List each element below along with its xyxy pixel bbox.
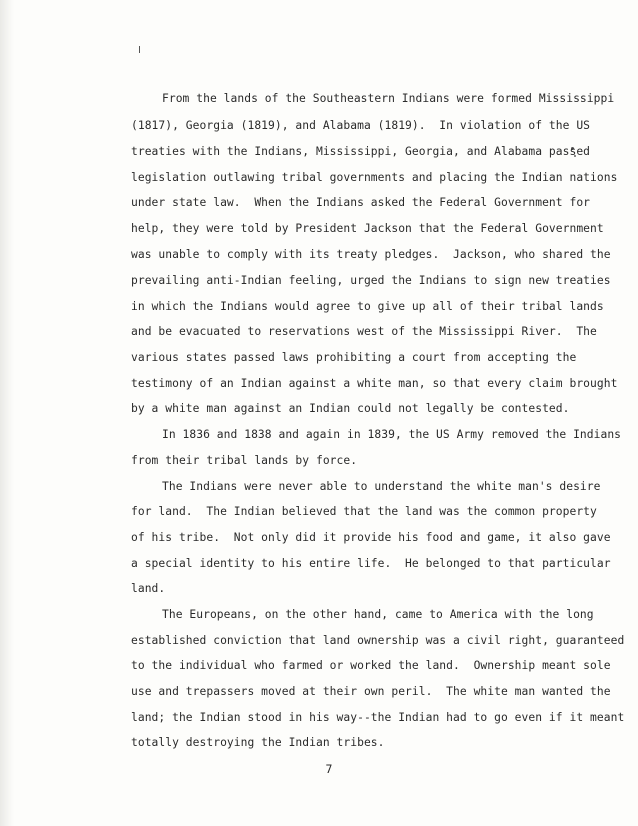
text-line: by a white man against an Indian could not legally be contested. [131, 402, 570, 415]
text-line: from their tribal lands by force. [131, 454, 358, 467]
page-number: 7 [325, 762, 333, 776]
text-line: and be evacuated to reservations west of the Mississippi River. The [131, 325, 597, 338]
text-line: From the lands of the Southeastern Indians were formed Mississippi [162, 92, 615, 105]
text-line: under state law. When the Indians asked the Federal Government for [131, 196, 591, 209]
text-line: (1817), Georgia (1819), and Alabama (1819). In violation of the US [131, 119, 591, 132]
text-line: of his tribe. Not only did it provide his food and game, it also gave [131, 531, 611, 544]
text-line: in which the Indians would agree to give up all of their tribal lands [131, 300, 604, 313]
text-line: testimony of an Indian against a white man, so that every claim brought [131, 377, 618, 390]
text-line: a special identity to his entire life. He belonged to that particular [131, 557, 611, 570]
text-line: land. [131, 582, 166, 595]
scan-edge-shadow [0, 0, 14, 826]
text-line: use and trepassers moved at their own peril. The white man wanted the [131, 685, 611, 698]
text-line: for land. The Indian believed that the land was the common property [131, 505, 597, 518]
text-line: The Indians were never able to understand the white man's desire [162, 480, 601, 493]
text-line: In 1836 and 1838 and again in 1839, the US Army removed the Indians [162, 428, 622, 441]
text-line: established conviction that land ownership was a civil right, guaranteed [131, 634, 625, 647]
text-line: help, they were told by President Jackson that the Federal Government [131, 222, 604, 235]
scan-mark [139, 46, 140, 53]
text-line: The Europeans, on the other hand, came to America with the long [162, 608, 594, 621]
text-line: treaties with the Indians, Mississippi, Georgia, and Alabama passed [131, 145, 591, 158]
text-line: totally destroying the Indian tribes. [131, 736, 385, 749]
text-line: land; the Indian stood in his way--the Indian had to go even if it meant [131, 711, 625, 724]
text-line: to the individual who farmed or worked the land. Ownership meant sole [131, 659, 611, 672]
text-line: various states passed laws prohibiting a court from accepting the [131, 351, 577, 364]
text-line: legislation outlawing tribal governments and placing the Indian nations [131, 171, 618, 184]
text-line: was unable to comply with its treaty pledges. Jackson, who shared the [131, 248, 611, 261]
text-line: prevailing anti-Indian feeling, urged the Indians to sign new treaties [131, 274, 611, 287]
